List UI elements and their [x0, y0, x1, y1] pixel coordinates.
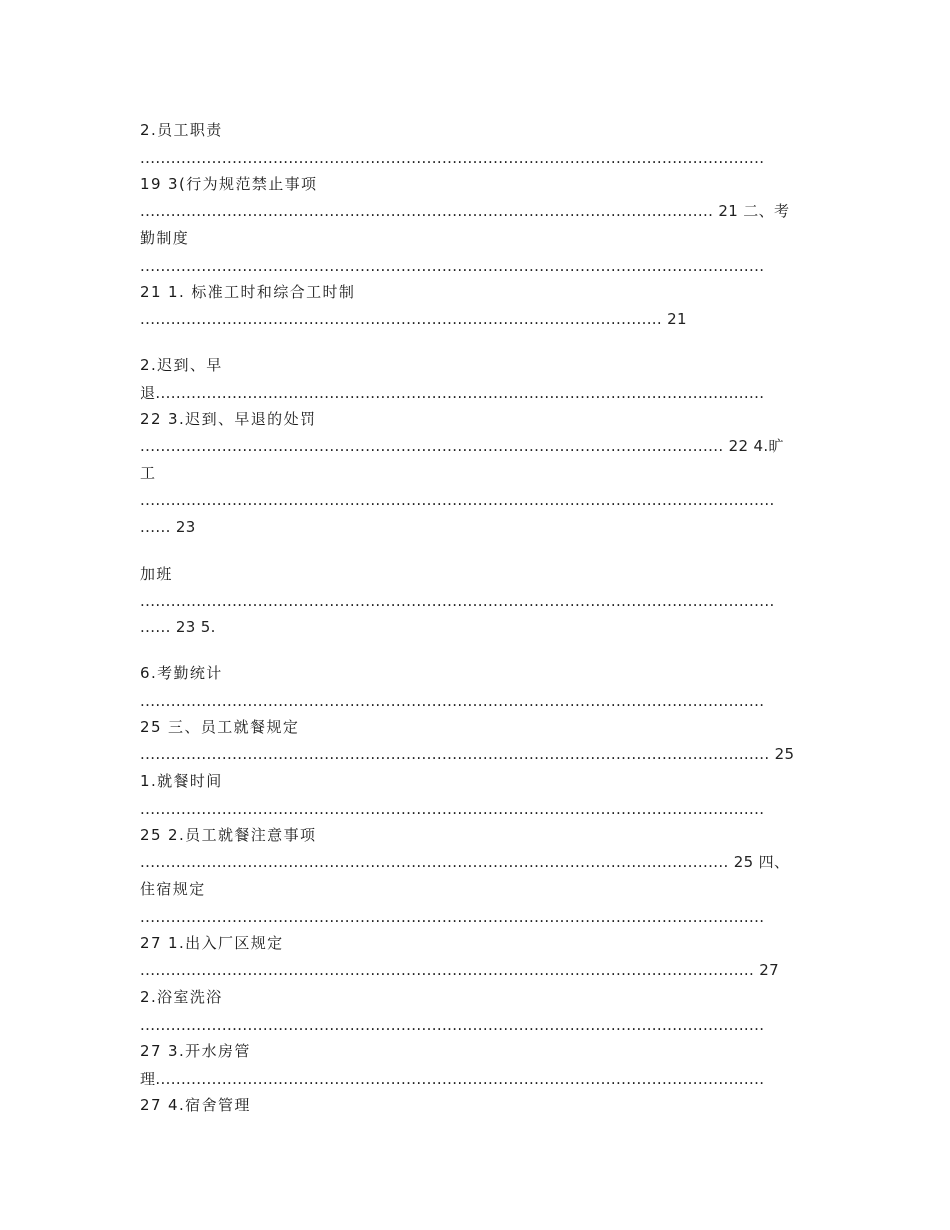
- toc-leader: ..........................................................................................................................: [140, 1016, 765, 1034]
- toc-leader: .................................................................................................................. 22 4.旷: [140, 437, 784, 455]
- toc-leader: ..........................................................................................................................: [140, 800, 765, 818]
- toc-line: 住宿规定: [140, 880, 206, 898]
- toc-line: 22 3.迟到、早退的处罚: [140, 410, 317, 428]
- toc-leader: ........................................................................................................................ 27: [140, 961, 780, 979]
- toc-line: 25 三、员工就餐规定: [140, 718, 300, 736]
- toc-line: 1.就餐时间: [140, 772, 223, 790]
- toc-leader: ................................................................................................................... 25 四、: [140, 853, 790, 871]
- toc-line: 2.浴室洗浴: [140, 988, 223, 1006]
- toc-line: 27 3.开水房管: [140, 1042, 251, 1060]
- toc-leader: ..........................................................................................................................: [140, 908, 765, 926]
- toc-leader: ........................................................................................................................... 25: [140, 745, 795, 763]
- toc-leader: ..........................................................................................................................: [140, 692, 765, 710]
- toc-line: 19 3(行为规范禁止事项: [140, 175, 318, 193]
- toc-line: 27 1.出入厂区规定: [140, 934, 284, 952]
- toc-line: 6.考勤统计: [140, 664, 223, 682]
- toc-leader: ............................................................................................................................: [140, 491, 775, 509]
- toc-leader: 理.......................................................................................................................: [140, 1070, 765, 1088]
- toc-line: 2.员工职责: [140, 121, 223, 139]
- toc-line: 勤制度: [140, 229, 190, 247]
- toc-line: 25 2.员工就餐注意事项: [140, 826, 317, 844]
- toc-line: 加班: [140, 565, 173, 583]
- toc-line: 工: [140, 464, 157, 482]
- toc-line: 21 1. 标准工时和综合工时制: [140, 283, 356, 301]
- toc-leader: 退.......................................................................................................................: [140, 384, 765, 402]
- toc-line: 2.迟到、早: [140, 356, 223, 374]
- toc-leader: ............................................................................................................................: [140, 592, 775, 610]
- toc-line: 27 4.宿舍管理: [140, 1096, 251, 1114]
- toc-leader: ..........................................................................................................................: [140, 149, 765, 167]
- toc-leader: ...... 23 5.: [140, 618, 216, 636]
- toc-leader: ...................................................................................................... 21: [140, 310, 687, 328]
- toc-leader: ................................................................................................................ 21 二、考: [140, 202, 790, 220]
- toc-leader: ..........................................................................................................................: [140, 257, 765, 275]
- toc-leader: ...... 23: [140, 518, 196, 536]
